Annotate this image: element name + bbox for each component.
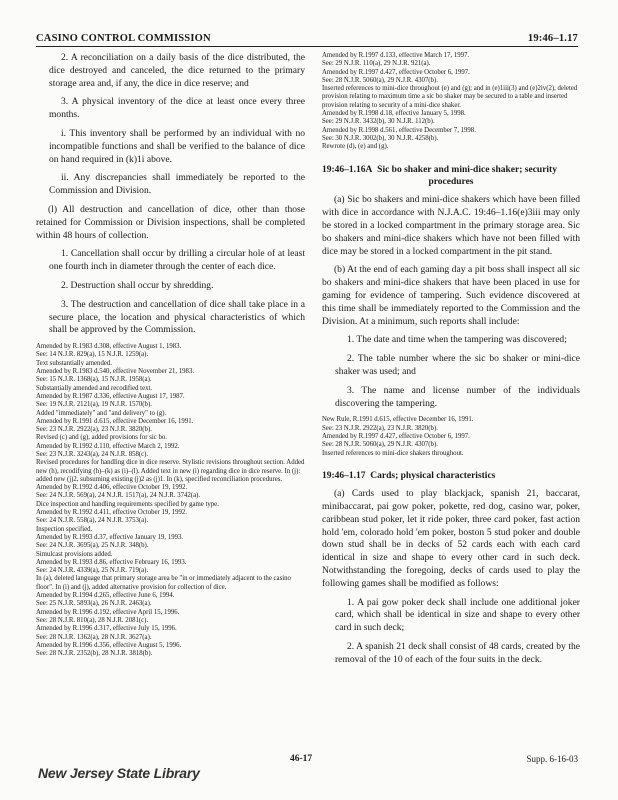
history-line: Amended by R.1996 d.356, effective August 5, 1996. bbox=[36, 641, 182, 649]
history-line: Amended by R.1991 d.615, effective December 16, 1991. bbox=[36, 417, 194, 425]
header-section-number: 19:46–1.17 bbox=[527, 33, 578, 44]
section-heading bbox=[322, 164, 580, 189]
paragraph: (a) Cards used to play blackjack, spanish 21, baccarat, minibaccarat, pai gow poker, pokette, red dog, casino war, poker, caribbean stud poker, let it ride poker, three card poker, fast action hold 'em, colorado hold 'em poker, boston 5 stud poker and double down stud shall be in decks of 52 cards each with each card identical in size and shape to every other card in such deck. Notwithstanding the foregoing, decks of cards used to play the following games shall be modified as follows: bbox=[322, 488, 580, 589]
section-title: Sic bo shaker and mini-dice shaker; security bbox=[377, 164, 557, 175]
paragraph: 1. A pai gow poker deck shall include one additional joker card, which shall be identical in size and shape to every other card in such deck; bbox=[335, 596, 580, 634]
history-line: See: 25 N.J.R. 5893(a), 26 N.J.R. 2463(a). bbox=[36, 600, 152, 608]
history-line: Revised procedures for handling dice in dice reserve. Stylistic revisions throughout section. Added new (h), recodifying (h)–(k) as (i)–(l). Added text in new (i) regarding dice in dice reserve. In (j): added new (j)2, subsuming existing (j)2 as (j)1. In (k), specified reconciliation procedures. bbox=[36, 459, 305, 483]
paragraph: 3. The destruction and cancellation of dice shall take place in a secure place, the location and physical characteristics of which shall be approved by the Commission. bbox=[49, 298, 305, 336]
history-line: Inserted references to mini-dice throughout (e) and (g); and in (e)1iii(3) and (e)2iv(2), deleted provision relating to maximum time a sic bo shaker may be secured to a table and inserted provision relating to security of a mini-dice shaker. bbox=[322, 85, 578, 109]
paragraph: 1. The date and time when the tampering was discovered; bbox=[347, 334, 567, 346]
history-line: Amended by R.1993 d.86, effective February 16, 1993. bbox=[36, 558, 187, 566]
library-stamp: New Jersey State Library bbox=[38, 765, 200, 781]
history-line: See: 24 N.J.R. 558(a), 24 N.J.R. 3753(a). bbox=[36, 517, 149, 525]
history-line: See: 24 N.J.R. 569(a), 24 N.J.R. 1517(a), 24 N.J.R. 3742(a). bbox=[36, 492, 201, 500]
history-line: See: 28 N.J.R. 5060(a), 29 N.J.R. 4307(b). bbox=[322, 76, 438, 84]
paragraph: ii. Any discrepancies shall immediately be reported to the Commission and Division. bbox=[49, 172, 305, 197]
paragraph: i. This inventory shall be performed by an individual with no incompatible functions and shall be verified to the balance of dice on hand required in (k)1i above. bbox=[49, 127, 305, 165]
history-line: See: 19 N.J.R. 2121(a), 19 N.J.R. 1570(b). bbox=[36, 401, 152, 409]
history-line: Inserted references to mini-dice shakers throughout. bbox=[322, 449, 464, 457]
paragraph: (l) All destruction and cancellation of dice, other than those retained for Commission or Division inspections, shall be completed within 48 hours of collection. bbox=[36, 203, 305, 241]
history-line: Amended by R.1992 d.406, effective October 19, 1992. bbox=[36, 484, 188, 492]
paragraph: 3. A physical inventory of the dice at least once every three months. bbox=[49, 96, 305, 121]
history-line: Amended by R.1997 d.133, effective March 17, 1997. bbox=[322, 52, 470, 59]
paragraph: 1. Cancellation shall occur by drilling a circular hole of at least one fourth inch in diameter through the center of each dice. bbox=[49, 248, 305, 273]
history-line: See: 15 N.J.R. 1368(a), 15 N.J.R. 1958(a). bbox=[36, 376, 152, 384]
history-line: Amended by R.1983 d.308, effective August 1, 1983. bbox=[36, 343, 182, 351]
history-line: See: 28 N.J.R. 1362(a), 28 N.J.R. 3627(a). bbox=[36, 633, 152, 641]
history-line: Rewrote (d), (e) and (g). bbox=[322, 143, 389, 151]
history-line: See: 29 N.J.R. 110(a), 29 N.J.R. 921(a). bbox=[322, 60, 431, 68]
history-line: Inspection specified. bbox=[36, 525, 93, 533]
history-line: See: 28 N.J.R. 5060(a), 29 N.J.R. 4307(b). bbox=[322, 441, 438, 449]
history-line: Amended by R.1997 d.427, effective October 6, 1997. bbox=[322, 432, 470, 440]
history-line: Text substantially amended. bbox=[36, 359, 112, 367]
history-line: See: 29 N.J.R. 3432(b), 30 N.J.R. 112(b). bbox=[322, 118, 435, 126]
history-line: Added "immediately" and "and delivery" to (g). bbox=[36, 409, 167, 417]
history-line: Amended by R.1998 d.561, effective December 7, 1998. bbox=[322, 126, 476, 134]
right-column bbox=[322, 52, 580, 752]
paragraph: 2. Destruction shall occur by shredding. bbox=[61, 279, 214, 291]
history-line: Amended by R.1987 d.336, effective August 17, 1987. bbox=[36, 392, 185, 400]
amendment-history bbox=[322, 416, 580, 457]
history-line: Amended by R.1993 d.37, effective January 19, 1993. bbox=[36, 533, 184, 541]
history-line: Amended by R.1983 d.540, effective November 21, 1983. bbox=[36, 368, 195, 376]
section-number: 19:46–1.16A bbox=[322, 164, 373, 175]
paragraph: (b) At the end of each gaming day a pit boss shall inspect all sic bo shakers and mini-dice shakers that have been placed in use for gaming for evidence of tampering. Such evidence discovered at this time shall be immediately reported to the Commission and the Division. At a minimum, such reports shall include: bbox=[322, 264, 580, 327]
header-agency: CASINO CONTROL COMMISSION bbox=[36, 33, 211, 44]
paragraph: 3. The name and license number of the individuals discovering the tampering. bbox=[335, 384, 580, 409]
paragraph: 2. A reconciliation on a daily basis of the dice distributed, the dice destroyed and canceled, the dice returned to the primary storage area and, if any, the dice in dice reserve; and bbox=[49, 52, 305, 89]
history-line: See: 24 N.J.R. 3695(a), 25 N.J.R. 348(b). bbox=[36, 542, 149, 550]
history-line: See: 23 N.J.R. 3243(a), 24 N.J.R. 858(c). bbox=[36, 451, 149, 458]
history-line: Simulcast provisions added. bbox=[36, 550, 113, 558]
amendment-history bbox=[322, 52, 580, 152]
history-line: Substantially amended and recodified text. bbox=[36, 384, 153, 392]
history-line: See: 23 N.J.R. 2922(a), 23 N.J.R. 3820(b). bbox=[322, 424, 438, 432]
history-line: Amended by R.1998 d.18, effective January 5, 1998. bbox=[322, 110, 466, 118]
history-line: See: 14 N.J.R. 829(a), 15 N.J.R. 1259(a). bbox=[36, 351, 149, 359]
history-line: Amended by R.1992 d.411, effective October 19, 1992. bbox=[36, 509, 188, 517]
history-line: Amended by R.1996 d.317, effective July 15, 1996. bbox=[36, 625, 177, 633]
supplement-date: Supp. 6-16-03 bbox=[526, 754, 578, 764]
paragraph: 2. The table number where the sic bo shaker or mini-dice shaker was used; and bbox=[335, 353, 580, 377]
history-line: See: 30 N.J.R. 3002(b), 30 N.J.R. 4258(b). bbox=[322, 134, 439, 142]
left-column bbox=[36, 52, 305, 752]
section-title-continued: procedures bbox=[428, 176, 474, 187]
history-line: Amended by R.1996 d.192, effective April 15, 1996. bbox=[36, 608, 180, 616]
history-line: See: 23 N.J.R. 2922(a), 23 N.J.R. 3820(b). bbox=[36, 426, 152, 434]
section-title: Cards; physical characteristics bbox=[370, 470, 496, 481]
history-line: See: 28 N.J.R. 810(a), 28 N.J.R. 2081(c). bbox=[36, 616, 149, 624]
section-number: 19:46–1.17 bbox=[322, 470, 366, 481]
history-line: New Rule, R.1991 d.615, effective December 16, 1991. bbox=[322, 416, 474, 424]
history-line: See: 24 N.J.R. 4339(a), 25 N.J.R. 719(a). bbox=[36, 567, 149, 575]
amendment-history bbox=[36, 343, 305, 658]
history-line: Dice inspection and handling requirements specified by game type. bbox=[36, 500, 219, 508]
history-line: In (a), deleted language that primary storage area be "in or immediately adjacent to the casino floor". In (i) and (j), added alternative provision for collection of dice. bbox=[36, 575, 291, 591]
history-line: Amended by R.1997 d.427, effective October 6, 1997. bbox=[322, 68, 470, 76]
running-header bbox=[36, 28, 578, 47]
history-line: See: 28 N.J.R. 2352(b), 28 N.J.R. 3818(b). bbox=[36, 650, 153, 658]
history-line: Amended by R.1994 d.265, effective June 6, 1994. bbox=[36, 592, 175, 600]
paragraph: 2. A spanish 21 deck shall consist of 48 cards, created by the removal of the 10 of each of the four suits in the deck. bbox=[335, 640, 580, 665]
history-line: Revised (c) and (g), added provisions for sic bo. bbox=[36, 434, 167, 442]
history-line: Amended by R.1992 d.110, effective March 2, 1992. bbox=[36, 442, 180, 450]
page-number: 46-17 bbox=[290, 754, 313, 764]
paragraph: (a) Sic bo shakers and mini-dice shakers which have been filled with dice in accordance with N.J.A.C. 19:46–1.16(e)3iii may only be stored in a locked compartment in the primary storage area. Sic bo shakers and mini-dice shakers which have not been filled with dice may be stored in a locked compartment in the pit stand. bbox=[322, 194, 580, 257]
section-heading bbox=[322, 470, 580, 482]
